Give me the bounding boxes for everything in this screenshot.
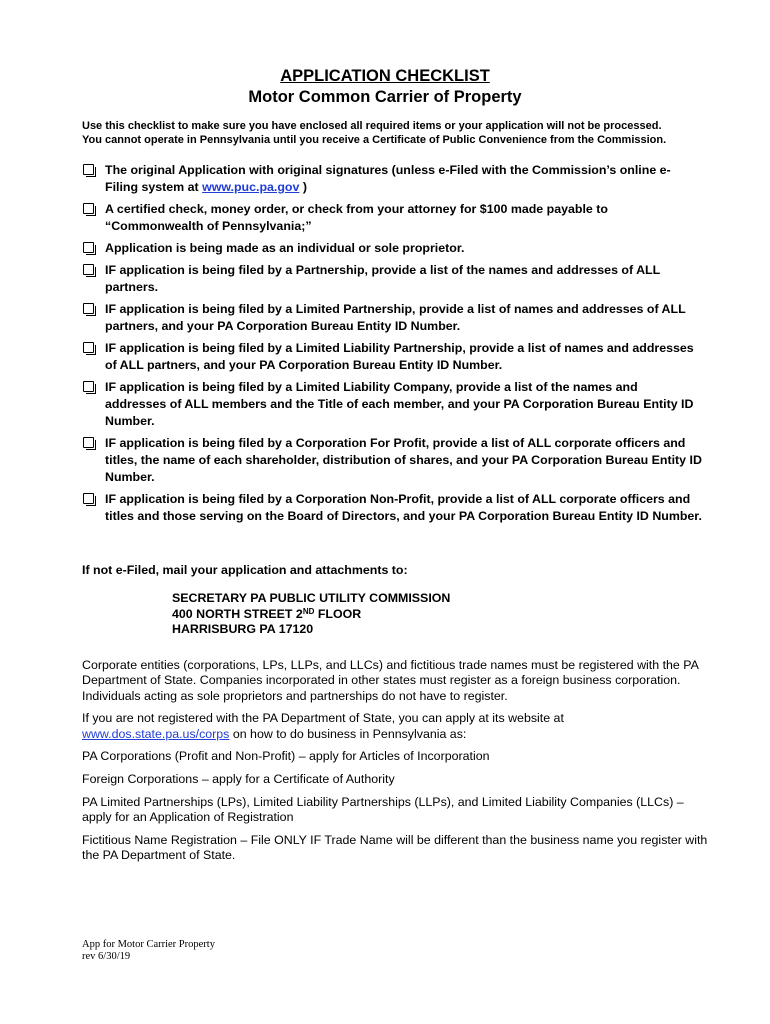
checkbox-icon[interactable] xyxy=(83,303,94,314)
checkbox-icon[interactable] xyxy=(83,381,94,392)
address-line-3: HARRISBURG PA 17120 xyxy=(172,622,314,636)
registration-info xyxy=(82,658,712,871)
footer-line-2: rev 6/30/19 xyxy=(82,951,131,962)
mailing-address xyxy=(172,591,450,638)
page-title: APPLICATION CHECKLIST xyxy=(280,67,490,85)
checklist-item xyxy=(82,435,702,486)
address-line-1: SECRETARY PA PUBLIC UTILITY COMMISSION xyxy=(172,591,451,605)
checkbox-icon[interactable] xyxy=(83,164,94,175)
info-paragraph: PA Corporations (Profit and Non-Profit) – apply for Articles of Incorporation xyxy=(82,749,490,764)
dos-website-link[interactable]: www.dos.state.pa.us/corps xyxy=(82,726,230,741)
puc-website-link[interactable]: www.puc.pa.gov xyxy=(202,180,300,194)
checkbox-icon[interactable] xyxy=(83,493,94,504)
info-paragraph: PA Limited Partnerships (LPs), Limited Liability Partnerships (LLPs), and Limited Liability Companies (LLCs) – apply for an Application of Registration xyxy=(82,794,684,824)
intro-line-1: Use this checklist to make sure you have enclosed all required items or your application will not be processed. xyxy=(82,120,662,132)
intro-note xyxy=(82,119,722,147)
checkbox-icon[interactable] xyxy=(83,437,94,448)
page-subtitle: Motor Common Carrier of Property xyxy=(248,88,522,106)
checklist-item xyxy=(82,262,702,296)
checklist-item xyxy=(82,340,702,374)
checklist-item-text: IF application is being filed by a Corporation For Profit, provide a list of ALL corporate officers and titles, the name of each shareholder, distribution of shares, and your PA Corporation Bureau Entity ID Number. xyxy=(105,436,702,484)
checklist-item-text: IF application is being filed by a Corporation Non-Profit, provide a list of ALL corporate officers and titles and those serving on the Board of Directors, and your PA Corporation Bureau Entity ID Number. xyxy=(105,492,702,523)
checklist-item xyxy=(82,301,702,335)
checklist-item xyxy=(82,491,702,525)
address-line-2: 400 NORTH STREET 2ND FLOOR xyxy=(172,606,362,621)
checklist-item-text: Application is being made as an individual or sole proprietor. xyxy=(105,241,465,255)
page-footer xyxy=(82,939,215,963)
checklist-item-text: IF application is being filed by a Limited Liability Company, provide a list of the names and addresses of ALL members and the Title of each member, and your PA Corporation Bureau Entity ID Number. xyxy=(105,380,694,428)
checklist-item-text: IF application is being filed by a Limited Partnership, provide a list of names and addresses of ALL partners, and your PA Corporation Bureau Entity ID Number. xyxy=(105,302,686,333)
checklist xyxy=(82,162,702,530)
info-paragraph: If you are not registered with the PA Department of State, you can apply at its website at www.dos.state.pa.us/corps on how to do business in Pennsylvania as: xyxy=(82,711,564,741)
checklist-item-text: IF application is being filed by a Limited Liability Partnership, provide a list of names and addresses of ALL partners, and your PA Corporation Bureau Entity ID Number. xyxy=(105,341,694,372)
checkbox-icon[interactable] xyxy=(83,264,94,275)
checklist-item xyxy=(82,379,702,430)
checklist-item xyxy=(82,240,702,257)
info-paragraph: Corporate entities (corporations, LPs, LLPs, and LLCs) and fictitious trade names must be registered with the PA Department of State. Companies incorporated in other states must register as a foreign business corporation. Individuals acting as sole proprietors and partnerships do not have to register. xyxy=(82,658,699,703)
checklist-item xyxy=(82,201,702,235)
checklist-item-text: The original Application with original signatures (unless e-Filed with the Commission’s online e-Filing system at xyxy=(105,163,671,194)
checkbox-icon[interactable] xyxy=(83,342,94,353)
mailing-heading: If not e-Filed, mail your application and attachments to: xyxy=(82,563,408,577)
checklist-item xyxy=(82,162,702,196)
checkbox-icon[interactable] xyxy=(83,242,94,253)
intro-line-2: You cannot operate in Pennsylvania until you receive a Certificate of Public Convenience from the Commission. xyxy=(82,134,667,146)
checkbox-icon[interactable] xyxy=(83,203,94,214)
checklist-item-text: IF application is being filed by a Partnership, provide a list of the names and addresses of ALL partners. xyxy=(105,263,660,294)
checklist-item-text-end: ) xyxy=(299,180,307,194)
footer-line-1: App for Motor Carrier Property xyxy=(82,939,215,950)
info-paragraph: Fictitious Name Registration – File ONLY IF Trade Name will be different than the business name you register with the PA Department of State. xyxy=(82,832,708,862)
info-paragraph: Foreign Corporations – apply for a Certificate of Authority xyxy=(82,772,395,786)
checklist-item-text: A certified check, money order, or check from your attorney for $100 made payable to “Commonwealth of Pennsylvania;” xyxy=(105,202,608,233)
